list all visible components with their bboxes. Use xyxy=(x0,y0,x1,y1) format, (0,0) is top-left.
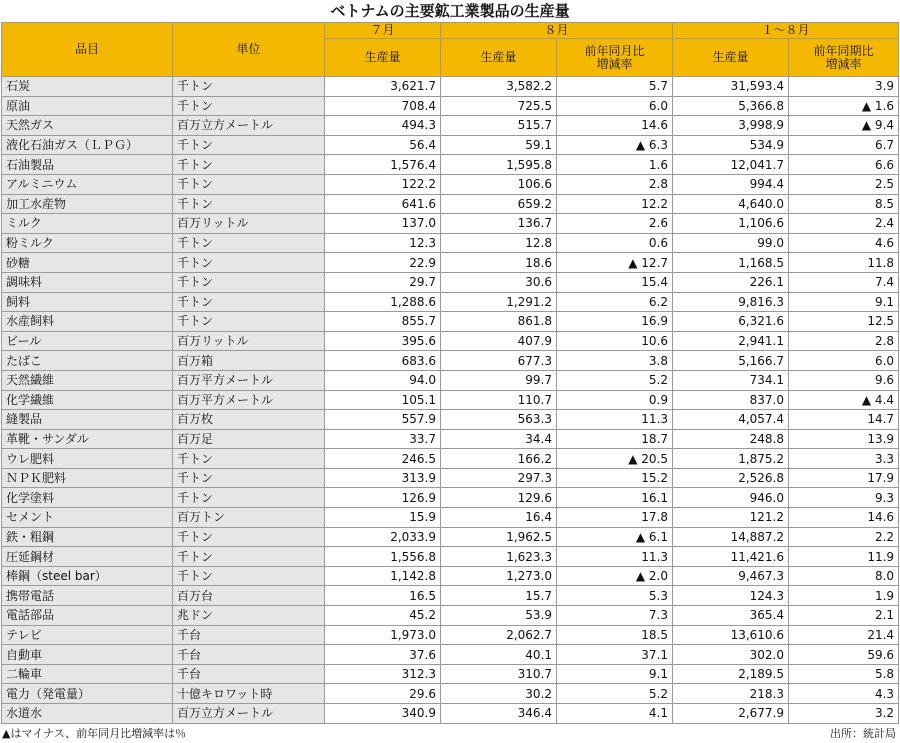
august-yoy-cell: 17.8 xyxy=(557,508,673,528)
table-row xyxy=(2,410,899,430)
ytd-production-cell: 31,593.4 xyxy=(673,77,789,97)
july-production-cell: 313.9 xyxy=(325,468,441,488)
ytd-production-cell: 1,875.2 xyxy=(673,449,789,469)
ytd-yoy-cell: 4.6 xyxy=(789,233,899,253)
unit-cell: 千トン xyxy=(173,527,325,547)
august-production-cell: 346.4 xyxy=(441,704,557,724)
item-cell: 携帯電話 xyxy=(2,586,173,606)
ytd-production-cell: 9,816.3 xyxy=(673,292,789,312)
table-row xyxy=(2,312,899,332)
item-cell: 水産飼料 xyxy=(2,312,173,332)
ytd-yoy-cell: 17.9 xyxy=(789,468,899,488)
item-cell: 縫製品 xyxy=(2,410,173,430)
unit-cell: 百万立方メートル xyxy=(173,704,325,724)
ytd-production-cell: 534.9 xyxy=(673,135,789,155)
ytd-yoy-cell: 6.7 xyxy=(789,135,899,155)
august-yoy-cell: 5.2 xyxy=(557,370,673,390)
august-production-cell: 310.7 xyxy=(441,664,557,684)
august-yoy-cell: 15.4 xyxy=(557,272,673,292)
table-row xyxy=(2,488,899,508)
august-yoy-cell: 2.6 xyxy=(557,214,673,234)
item-cell: 棒鋼（steel bar） xyxy=(2,566,173,586)
july-production-cell: 395.6 xyxy=(325,331,441,351)
august-production-cell: 136.7 xyxy=(441,214,557,234)
july-production-cell: 29.7 xyxy=(325,272,441,292)
item-cell: ウレ肥料 xyxy=(2,449,173,469)
unit-cell: 千トン xyxy=(173,155,325,175)
ytd-yoy-cell: 1.9 xyxy=(789,586,899,606)
august-yoy-cell: 9.1 xyxy=(557,664,673,684)
august-production-cell: 53.9 xyxy=(441,606,557,626)
unit-cell: 千トン xyxy=(173,566,325,586)
item-cell: 調味料 xyxy=(2,272,173,292)
july-production-cell: 22.9 xyxy=(325,253,441,273)
unit-cell: 千トン xyxy=(173,292,325,312)
ytd-yoy-cell: 2.1 xyxy=(789,606,899,626)
ytd-production-cell: 837.0 xyxy=(673,390,789,410)
august-production-cell: 515.7 xyxy=(441,116,557,136)
table-row xyxy=(2,468,899,488)
table-row xyxy=(2,331,899,351)
august-production-cell: 407.9 xyxy=(441,331,557,351)
item-cell: ミルク xyxy=(2,214,173,234)
ytd-production-cell: 14,887.2 xyxy=(673,527,789,547)
ytd-yoy-cell: 14.7 xyxy=(789,410,899,430)
ytd-production-cell: 302.0 xyxy=(673,645,789,665)
item-cell: 加工水産物 xyxy=(2,194,173,214)
august-yoy-cell: 15.2 xyxy=(557,468,673,488)
ytd-yoy-cell: 12.5 xyxy=(789,312,899,332)
august-yoy-cell: ▲ 12.7 xyxy=(557,253,673,273)
july-production-cell: 12.3 xyxy=(325,233,441,253)
table-row xyxy=(2,684,899,704)
july-production-cell: 683.6 xyxy=(325,351,441,371)
ytd-yoy-cell: 21.4 xyxy=(789,625,899,645)
ytd-yoy-cell: 11.9 xyxy=(789,547,899,567)
august-production-cell: 1,273.0 xyxy=(441,566,557,586)
august-production-cell: 659.2 xyxy=(441,194,557,214)
ytd-production-cell: 13,610.6 xyxy=(673,625,789,645)
unit-cell: 百万足 xyxy=(173,429,325,449)
august-yoy-cell: 3.8 xyxy=(557,351,673,371)
ytd-yoy-cell: 5.8 xyxy=(789,664,899,684)
july-production-cell: 557.9 xyxy=(325,410,441,430)
item-cell: 化学繊維 xyxy=(2,390,173,410)
item-cell: 二輪車 xyxy=(2,664,173,684)
ytd-production-cell: 994.4 xyxy=(673,174,789,194)
august-yoy-cell: 10.6 xyxy=(557,331,673,351)
table-row xyxy=(2,547,899,567)
july-production-cell: 246.5 xyxy=(325,449,441,469)
july-production-cell: 641.6 xyxy=(325,194,441,214)
july-production-cell: 340.9 xyxy=(325,704,441,724)
item-cell: 水道水 xyxy=(2,704,173,724)
header-july: ７月 xyxy=(325,23,441,39)
table-row xyxy=(2,174,899,194)
table-row xyxy=(2,704,899,724)
ytd-production-cell: 124.3 xyxy=(673,586,789,606)
unit-cell: 千トン xyxy=(173,312,325,332)
august-yoy-cell: 0.6 xyxy=(557,233,673,253)
item-cell: ビール xyxy=(2,331,173,351)
table-row xyxy=(2,96,899,116)
source-note: 出所：統計局 xyxy=(830,727,896,740)
august-yoy-cell: ▲ 6.1 xyxy=(557,527,673,547)
ytd-yoy-cell: 9.3 xyxy=(789,488,899,508)
july-production-cell: 312.3 xyxy=(325,664,441,684)
august-production-cell: 12.8 xyxy=(441,233,557,253)
july-production-cell: 708.4 xyxy=(325,96,441,116)
july-production-cell: 122.2 xyxy=(325,174,441,194)
unit-cell: 千トン xyxy=(173,194,325,214)
table-row xyxy=(2,155,899,175)
august-yoy-cell: 5.7 xyxy=(557,77,673,97)
august-yoy-cell: 18.5 xyxy=(557,625,673,645)
table-row xyxy=(2,645,899,665)
table-row xyxy=(2,292,899,312)
august-yoy-cell: 14.6 xyxy=(557,116,673,136)
ytd-production-cell: 12,041.7 xyxy=(673,155,789,175)
august-production-cell: 30.6 xyxy=(441,272,557,292)
july-production-cell: 494.3 xyxy=(325,116,441,136)
august-yoy-cell: ▲ 2.0 xyxy=(557,566,673,586)
unit-cell: 百万立方メートル xyxy=(173,116,325,136)
unit-cell: 千トン xyxy=(173,449,325,469)
august-yoy-cell: 0.9 xyxy=(557,390,673,410)
august-production-cell: 99.7 xyxy=(441,370,557,390)
table-row xyxy=(2,194,899,214)
header-ytd-yoy: 前年同期比 増減率 xyxy=(789,39,899,77)
ytd-yoy-cell: 3.3 xyxy=(789,449,899,469)
august-yoy-cell: 5.3 xyxy=(557,586,673,606)
july-production-cell: 105.1 xyxy=(325,390,441,410)
july-production-cell: 2,033.9 xyxy=(325,527,441,547)
august-yoy-cell: 2.8 xyxy=(557,174,673,194)
august-yoy-cell: 16.9 xyxy=(557,312,673,332)
august-production-cell: 106.6 xyxy=(441,174,557,194)
august-production-cell: 725.5 xyxy=(441,96,557,116)
ytd-production-cell: 248.8 xyxy=(673,429,789,449)
header-item: 品目 xyxy=(2,23,173,77)
august-production-cell: 16.4 xyxy=(441,508,557,528)
unit-cell: 兆ドン xyxy=(173,606,325,626)
ytd-yoy-cell: ▲ 1.6 xyxy=(789,96,899,116)
ytd-yoy-cell: 9.6 xyxy=(789,370,899,390)
ytd-yoy-cell: 6.6 xyxy=(789,155,899,175)
unit-cell: 百万トン xyxy=(173,508,325,528)
ytd-yoy-cell: 14.6 xyxy=(789,508,899,528)
unit-cell: 千トン xyxy=(173,272,325,292)
august-production-cell: 1,291.2 xyxy=(441,292,557,312)
ytd-yoy-cell: 13.9 xyxy=(789,429,899,449)
ytd-yoy-cell: 9.1 xyxy=(789,292,899,312)
august-production-cell: 166.2 xyxy=(441,449,557,469)
ytd-production-cell: 6,321.6 xyxy=(673,312,789,332)
ytd-yoy-cell: 2.5 xyxy=(789,174,899,194)
ytd-yoy-cell: 59.6 xyxy=(789,645,899,665)
august-production-cell: 15.7 xyxy=(441,586,557,606)
ytd-yoy-cell: 8.0 xyxy=(789,566,899,586)
table-row xyxy=(2,508,899,528)
header-august-production: 生産量 xyxy=(441,39,557,77)
table-row xyxy=(2,77,899,97)
august-yoy-cell: 11.3 xyxy=(557,410,673,430)
unit-cell: 百万リットル xyxy=(173,214,325,234)
ytd-production-cell: 4,057.4 xyxy=(673,410,789,430)
ytd-yoy-cell: 3.2 xyxy=(789,704,899,724)
august-yoy-cell: 18.7 xyxy=(557,429,673,449)
item-cell: セメント xyxy=(2,508,173,528)
item-cell: 自動車 xyxy=(2,645,173,665)
august-yoy-cell: 1.6 xyxy=(557,155,673,175)
ytd-production-cell: 1,168.5 xyxy=(673,253,789,273)
ytd-production-cell: 218.3 xyxy=(673,684,789,704)
august-yoy-cell: 4.1 xyxy=(557,704,673,724)
august-yoy-cell: 6.0 xyxy=(557,96,673,116)
table-row xyxy=(2,253,899,273)
july-production-cell: 137.0 xyxy=(325,214,441,234)
august-yoy-cell: 7.3 xyxy=(557,606,673,626)
unit-cell: 百万平方メートル xyxy=(173,390,325,410)
header-unit: 単位 xyxy=(173,23,325,77)
header-august-yoy: 前年同月比 増減率 xyxy=(557,39,673,77)
item-cell: 液化石油ガス（ＬＰＧ） xyxy=(2,135,173,155)
production-table xyxy=(1,22,899,724)
header-august: ８月 xyxy=(441,23,673,39)
unit-cell: 十億キロワット時 xyxy=(173,684,325,704)
july-production-cell: 1,556.8 xyxy=(325,547,441,567)
august-production-cell: 2,062.7 xyxy=(441,625,557,645)
item-cell: 石油製品 xyxy=(2,155,173,175)
unit-cell: 千トン xyxy=(173,174,325,194)
ytd-production-cell: 734.1 xyxy=(673,370,789,390)
table-row xyxy=(2,429,899,449)
header-july-production: 生産量 xyxy=(325,39,441,77)
august-yoy-cell: ▲ 6.3 xyxy=(557,135,673,155)
july-production-cell: 29.6 xyxy=(325,684,441,704)
august-production-cell: 1,623.3 xyxy=(441,547,557,567)
item-cell: ＮＰＫ肥料 xyxy=(2,468,173,488)
ytd-yoy-cell: 7.4 xyxy=(789,272,899,292)
august-yoy-cell: 37.1 xyxy=(557,645,673,665)
table-row xyxy=(2,135,899,155)
july-production-cell: 37.6 xyxy=(325,645,441,665)
august-yoy-cell: 5.2 xyxy=(557,684,673,704)
ytd-production-cell: 365.4 xyxy=(673,606,789,626)
ytd-yoy-cell: 4.3 xyxy=(789,684,899,704)
table-row xyxy=(2,625,899,645)
unit-cell: 千トン xyxy=(173,233,325,253)
table-row xyxy=(2,664,899,684)
item-cell: 電力（発電量） xyxy=(2,684,173,704)
july-production-cell: 56.4 xyxy=(325,135,441,155)
footnote: ▲はマイナス、前年同月比増減率は％ xyxy=(2,727,187,740)
ytd-production-cell: 2,941.1 xyxy=(673,331,789,351)
ytd-yoy-cell: 8.5 xyxy=(789,194,899,214)
unit-cell: 百万枚 xyxy=(173,410,325,430)
july-production-cell: 1,973.0 xyxy=(325,625,441,645)
august-production-cell: 18.6 xyxy=(441,253,557,273)
ytd-production-cell: 11,421.6 xyxy=(673,547,789,567)
ytd-production-cell: 1,106.6 xyxy=(673,214,789,234)
july-production-cell: 16.5 xyxy=(325,586,441,606)
ytd-production-cell: 3,998.9 xyxy=(673,116,789,136)
august-production-cell: 563.3 xyxy=(441,410,557,430)
item-cell: 石炭 xyxy=(2,77,173,97)
item-cell: 鉄・粗鋼 xyxy=(2,527,173,547)
unit-cell: 千トン xyxy=(173,135,325,155)
august-yoy-cell: 11.3 xyxy=(557,547,673,567)
august-production-cell: 30.2 xyxy=(441,684,557,704)
august-yoy-cell: ▲ 20.5 xyxy=(557,449,673,469)
item-cell: 化学塗料 xyxy=(2,488,173,508)
july-production-cell: 45.2 xyxy=(325,606,441,626)
unit-cell: 千台 xyxy=(173,645,325,665)
ytd-production-cell: 226.1 xyxy=(673,272,789,292)
unit-cell: 百万平方メートル xyxy=(173,370,325,390)
table-row xyxy=(2,566,899,586)
august-production-cell: 3,582.2 xyxy=(441,77,557,97)
august-production-cell: 34.4 xyxy=(441,429,557,449)
august-yoy-cell: 12.2 xyxy=(557,194,673,214)
ytd-yoy-cell: 6.0 xyxy=(789,351,899,371)
unit-cell: 百万台 xyxy=(173,586,325,606)
ytd-production-cell: 5,166.7 xyxy=(673,351,789,371)
table-row xyxy=(2,527,899,547)
august-production-cell: 861.8 xyxy=(441,312,557,332)
ytd-production-cell: 946.0 xyxy=(673,488,789,508)
table-row xyxy=(2,449,899,469)
ytd-production-cell: 2,526.8 xyxy=(673,468,789,488)
item-cell: 革靴・サンダル xyxy=(2,429,173,449)
item-cell: テレビ xyxy=(2,625,173,645)
july-production-cell: 855.7 xyxy=(325,312,441,332)
unit-cell: 千トン xyxy=(173,468,325,488)
ytd-yoy-cell: ▲ 4.4 xyxy=(789,390,899,410)
august-production-cell: 1,595.8 xyxy=(441,155,557,175)
july-production-cell: 1,142.8 xyxy=(325,566,441,586)
august-yoy-cell: 6.2 xyxy=(557,292,673,312)
august-production-cell: 677.3 xyxy=(441,351,557,371)
table-row xyxy=(2,586,899,606)
table-row xyxy=(2,606,899,626)
item-cell: 原油 xyxy=(2,96,173,116)
july-production-cell: 3,621.7 xyxy=(325,77,441,97)
item-cell: 天然繊維 xyxy=(2,370,173,390)
unit-cell: 千トン xyxy=(173,488,325,508)
august-production-cell: 297.3 xyxy=(441,468,557,488)
table-row xyxy=(2,272,899,292)
unit-cell: 千トン xyxy=(173,96,325,116)
table-row xyxy=(2,370,899,390)
item-cell: アルミニウム xyxy=(2,174,173,194)
july-production-cell: 33.7 xyxy=(325,429,441,449)
ytd-production-cell: 4,640.0 xyxy=(673,194,789,214)
table-row xyxy=(2,390,899,410)
ytd-yoy-cell: 2.4 xyxy=(789,214,899,234)
item-cell: 砂糖 xyxy=(2,253,173,273)
item-cell: たばこ xyxy=(2,351,173,371)
august-production-cell: 129.6 xyxy=(441,488,557,508)
page-title: ベトナムの主要鉱工業製品の生産量 xyxy=(330,2,570,20)
table-row xyxy=(2,351,899,371)
ytd-production-cell: 9,467.3 xyxy=(673,566,789,586)
july-production-cell: 1,576.4 xyxy=(325,155,441,175)
ytd-production-cell: 2,189.5 xyxy=(673,664,789,684)
august-production-cell: 40.1 xyxy=(441,645,557,665)
ytd-production-cell: 121.2 xyxy=(673,508,789,528)
august-production-cell: 59.1 xyxy=(441,135,557,155)
table-row xyxy=(2,214,899,234)
unit-cell: 百万箱 xyxy=(173,351,325,371)
item-cell: 電話部品 xyxy=(2,606,173,626)
unit-cell: 千トン xyxy=(173,77,325,97)
unit-cell: 百万リットル xyxy=(173,331,325,351)
ytd-yoy-cell: 2.2 xyxy=(789,527,899,547)
july-production-cell: 126.9 xyxy=(325,488,441,508)
unit-cell: 千トン xyxy=(173,253,325,273)
table-row xyxy=(2,116,899,136)
ytd-production-cell: 2,677.9 xyxy=(673,704,789,724)
header-ytd-production: 生産量 xyxy=(673,39,789,77)
july-production-cell: 1,288.6 xyxy=(325,292,441,312)
july-production-cell: 15.9 xyxy=(325,508,441,528)
item-cell: 粉ミルク xyxy=(2,233,173,253)
ytd-production-cell: 99.0 xyxy=(673,233,789,253)
item-cell: 天然ガス xyxy=(2,116,173,136)
item-cell: 圧延鋼材 xyxy=(2,547,173,567)
july-production-cell: 94.0 xyxy=(325,370,441,390)
table-row xyxy=(2,233,899,253)
ytd-yoy-cell: 11.8 xyxy=(789,253,899,273)
ytd-yoy-cell: 3.9 xyxy=(789,77,899,97)
august-yoy-cell: 16.1 xyxy=(557,488,673,508)
item-cell: 飼料 xyxy=(2,292,173,312)
unit-cell: 千台 xyxy=(173,625,325,645)
ytd-yoy-cell: 2.8 xyxy=(789,331,899,351)
august-production-cell: 1,962.5 xyxy=(441,527,557,547)
ytd-production-cell: 5,366.8 xyxy=(673,96,789,116)
ytd-yoy-cell: ▲ 9.4 xyxy=(789,116,899,136)
unit-cell: 千トン xyxy=(173,547,325,567)
august-production-cell: 110.7 xyxy=(441,390,557,410)
header-jan-aug: １～８月 xyxy=(673,23,899,39)
unit-cell: 千台 xyxy=(173,664,325,684)
